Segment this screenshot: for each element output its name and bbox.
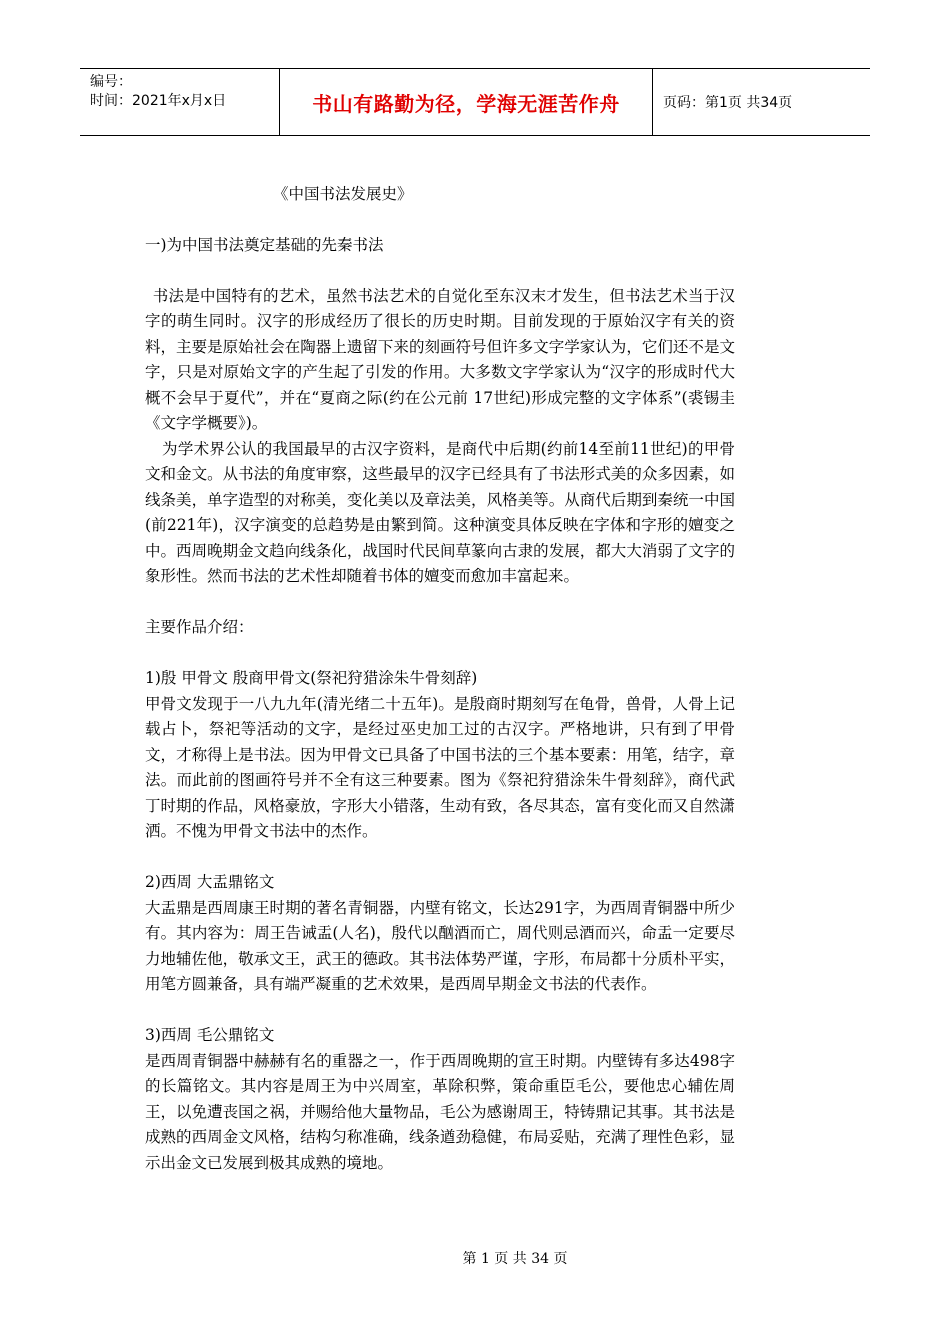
section-heading: 一)为中国书法奠定基础的先秦书法 (145, 235, 384, 254)
works-heading: 主要作品介绍： (145, 618, 254, 636)
work-text: 是西周青铜器中赫赫有名的重器之一，作于西周晚期的宣王时期。内壁铸有多达498字的长篇铭文。其内容是周王为中兴周室，革除积弊，策命重臣毛公，要他忠心辅佐周王，以免遭丧国之祸，并赐给他大量物品，毛公为感谢周王，特铸鼎记其事。其书法是成熟的西周金文风格，结构匀称准确，线条遒劲稳健，布局妥贴，充满了理性色彩，显示出金文已发展到极其成熟的境地。 (145, 1051, 735, 1172)
header-number-label: 编号： (90, 74, 132, 90)
header-page-info: 页码：第1页 共34页 (663, 95, 793, 111)
work-title: 3)西周 毛公鼎铭文 (145, 1026, 275, 1044)
intro-paragraph: 为学术界公认的我国最早的古汉字资料，是商代中后期(约前14至前11世纪)的甲骨文和金文。从书法的角度审察，这些最早的汉字已经具有了书法形式美的众多因素，如线条美，单字造型的对称美，变化美以及章法美，风格美等。从商代后期到秦统一中国(前221年)，汉字演变的总趋势是由繁到简。这种演变具体反映在字体和字形的嬗变之中。西周晚期金文趋向线条化，战国时代民间草篆向古隶的发展，都大大消弱了文字的象形性。然而书法的艺术性却随着书体的嬗变而愈加丰富起来。 (145, 439, 735, 585)
document-body (145, 182, 735, 1176)
intro-paragraph: 书法是中国特有的艺术，虽然书法艺术的自觉化至东汉末才发生，但书法艺术当于汉字的萌生同时。汉字的形成经历了很长的历史时期。目前发现的于原始汉字有关的资料，主要是原始社会在陶器上遗留下来的刻画符号但许多文字学家认为，它们还不是文字，只是对原始文字的产生起了引发的作用。大多数文字学家认为“汉字的形成时代大概不会早于夏代”，并在“夏商之际(约在公元前 17世纪)形成完整的文字体系”(裘锡圭《文字学概要》)。 (145, 286, 735, 432)
work-title: 2)西周 大盂鼎铭文 (145, 873, 275, 891)
page-header (80, 68, 870, 136)
work-text: 大盂鼎是西周康王时期的著名青铜器，内壁有铭文，长达291字，为西周青铜器中所少有。其内容为：周王告诫盂(人名)，殷代以酗酒而亡，周代则忌酒而兴，命盂一定要尽力地辅佐他，敬承文王，武王的德政。其书法体势严谨，字形，布局都十分质朴平实，用笔方圆兼备，具有端严凝重的艺术效果，是西周早期金文书法的代表作。 (145, 898, 735, 993)
document-title: 《中国书法发展史》 (273, 185, 413, 203)
header-motto: 书山有路勤为径，学海无涯苦作舟 (280, 69, 653, 135)
work-text: 甲骨文发现于一八九九年(清光绪二十五年)。是殷商时期刻写在龟骨，兽骨，人骨上记载占卜，祭祀等活动的文字，是经过巫史加工过的古汉字。严格地讲，只有到了甲骨文，才称得上是书法。因为甲骨文已具备了中国书法的三个基本要素：用笔，结字，章法。而此前的图画符号并不全有这三种要素。图为《祭祀狩猎涂朱牛骨刻辞》，商代武丁时期的作品，风格豪放，字形大小错落，生动有致，各尽其态，富有变化而又自然潇洒。不愧为甲骨文书法中的杰作。 (145, 694, 735, 840)
header-date-label: 时间：2021年x月x日 (90, 93, 227, 109)
work-title: 1)殷 甲骨文 殷商甲骨文(祭祀狩猎涂朱牛骨刻辞) (145, 669, 478, 687)
page-footer: 第 1 页 共 34 页 (462, 1251, 568, 1267)
header-meta (80, 69, 280, 135)
